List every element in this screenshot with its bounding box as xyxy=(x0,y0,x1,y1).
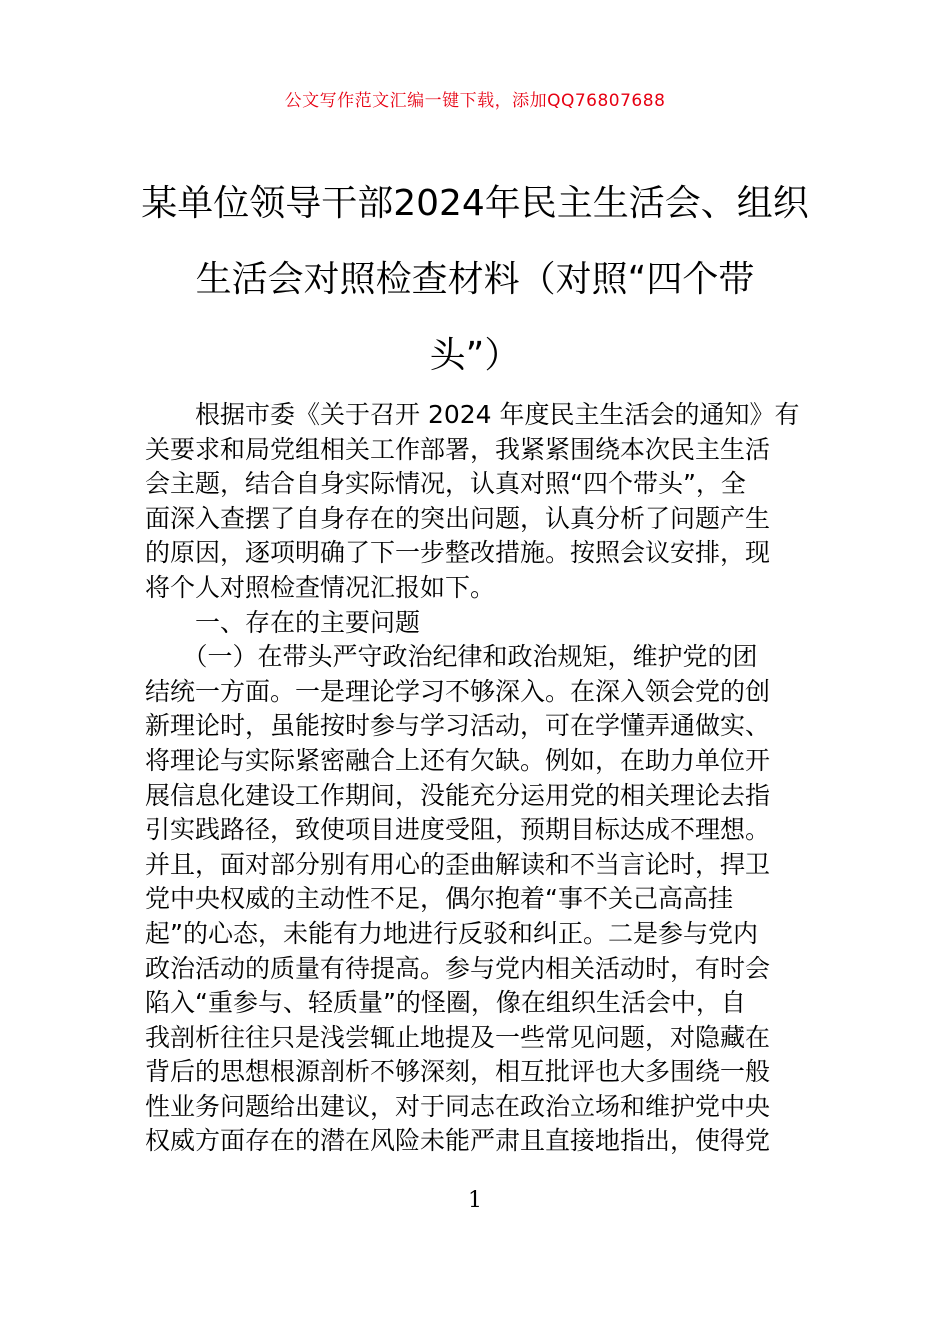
section-heading: 一、存在的主要问题 xyxy=(145,607,421,637)
document-body xyxy=(145,398,807,1159)
body-line: 根据市委《关于召开 2024 年度民主生活会的通知》有 xyxy=(145,400,800,429)
body-line: （一）在带头严守政治纪律和政治规矩，维护党的团 xyxy=(145,642,758,672)
body-line: 并且，面对部分别有用心的歪曲解读和不当言论时，捍卫 xyxy=(145,849,771,879)
body-line: 新理论时，虽能按时参与学习活动，可在学懂弄通做实、 xyxy=(145,711,771,741)
body-line: 起”的心态，未能有力地进行反驳和纠正。二是参与党内 xyxy=(145,918,758,948)
title-line: 头”） xyxy=(429,335,521,376)
header-download-note: 公文写作范文汇编一键下载，添加QQ76807688 xyxy=(284,91,666,111)
body-line: 政治活动的质量有待提高。参与党内相关活动时，有时会 xyxy=(145,953,771,983)
body-line: 展信息化建设工作期间，没能充分运用党的相关理论去指 xyxy=(145,780,771,810)
body-line: 关要求和局党组相关工作部署，我紧紧围绕本次民主生活 xyxy=(145,434,771,464)
body-line: 陷入“重参与、轻质量”的怪圈，像在组织生活会中，自 xyxy=(145,988,746,1018)
title-line: 生活会对照检查材料（对照“四个带 xyxy=(195,259,755,300)
body-line: 党中央权威的主动性不足，偶尔抱着“事不关己高高挂 xyxy=(145,884,733,914)
document-title xyxy=(140,166,810,394)
body-line: 性业务问题给出建议，对于同志在政治立场和维护党中央 xyxy=(145,1091,771,1121)
body-line: 会主题，结合自身实际情况，认真对照“四个带头”，全 xyxy=(145,469,746,499)
body-line: 结统一方面。一是理论学习不够深入。在深入领会党的创 xyxy=(145,676,771,706)
body-line: 我剖析往往只是浅尝辄止地提及一些常见问题，对隐藏在 xyxy=(145,1022,771,1052)
page-number: 1 xyxy=(468,1188,482,1213)
body-line: 引实践路径，致使项目进度受阻，预期目标达成不理想。 xyxy=(145,815,771,845)
body-line: 将个人对照检查情况汇报如下。 xyxy=(145,572,496,602)
body-line: 权威方面存在的潜在风险未能严肃且直接地指出，使得党 xyxy=(145,1126,771,1156)
body-line: 的原因，逐项明确了下一步整改措施。按照会议安排，现 xyxy=(145,538,771,568)
body-line: 将理论与实际紧密融合上还有欠缺。例如，在助力单位开 xyxy=(145,745,771,775)
body-line: 背后的思想根源剖析不够深刻，相互批评也大多围绕一般 xyxy=(145,1057,771,1087)
body-line: 面深入查摆了自身存在的突出问题，认真分析了问题产生 xyxy=(145,503,771,533)
title-line: 某单位领导干部2024年民主生活会、组织 xyxy=(141,183,809,224)
